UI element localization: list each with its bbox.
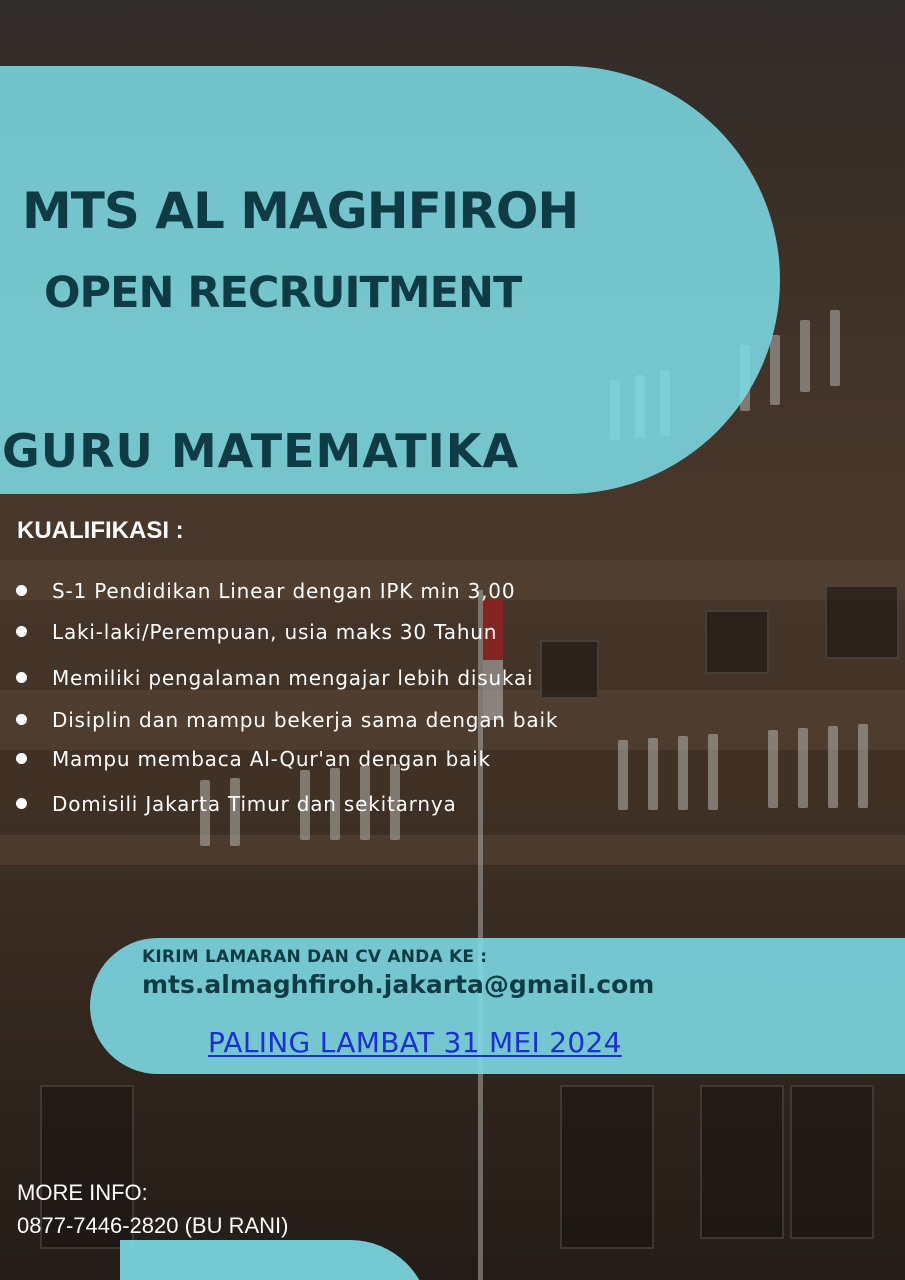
bullet-icon	[16, 714, 27, 725]
recruitment-title: OPEN RECRUITMENT	[44, 268, 522, 318]
list-item	[52, 579, 515, 603]
bullet-icon	[16, 798, 27, 809]
bullet-icon	[16, 626, 27, 637]
list-item	[52, 792, 457, 816]
qualification-text: Domisili Jakarta Timur dan sekitarnya	[52, 792, 457, 816]
bullet-icon	[16, 585, 27, 596]
qualification-text: Laki-laki/Perempuan, usia maks 30 Tahun	[52, 620, 498, 644]
deadline-link[interactable]: PALING LAMBAT 31 MEI 2024	[208, 1026, 622, 1059]
school-name-title: MTS AL MAGHFIROH	[22, 182, 579, 240]
contact-phone: 0877-7446-2820 (BU RANI)	[17, 1213, 289, 1238]
more-info-label: MORE INFO:	[17, 1180, 148, 1205]
list-item	[52, 666, 533, 690]
list-item	[52, 747, 491, 771]
qualification-text: Mampu membaca Al-Qur'an dengan baik	[52, 747, 491, 771]
position-title: GURU MATEMATIKA	[2, 424, 520, 478]
qualifications-heading: KUALIFIKASI :	[17, 517, 184, 544]
list-item	[52, 620, 497, 644]
bullet-icon	[16, 672, 27, 683]
list-item	[52, 708, 558, 732]
send-application-label: KIRIM LAMARAN DAN CV ANDA KE :	[142, 947, 488, 967]
qualification-text: S-1 Pendidikan Linear dengan IPK min 3,00	[52, 579, 516, 603]
application-email[interactable]: mts.almaghfiroh.jakarta@gmail.com	[142, 970, 655, 999]
bullet-icon	[16, 753, 27, 764]
qualification-text: Memiliki pengalaman mengajar lebih disukai	[52, 666, 534, 690]
qualification-text: Disiplin dan mampu bekerja sama dengan baik	[52, 708, 559, 732]
